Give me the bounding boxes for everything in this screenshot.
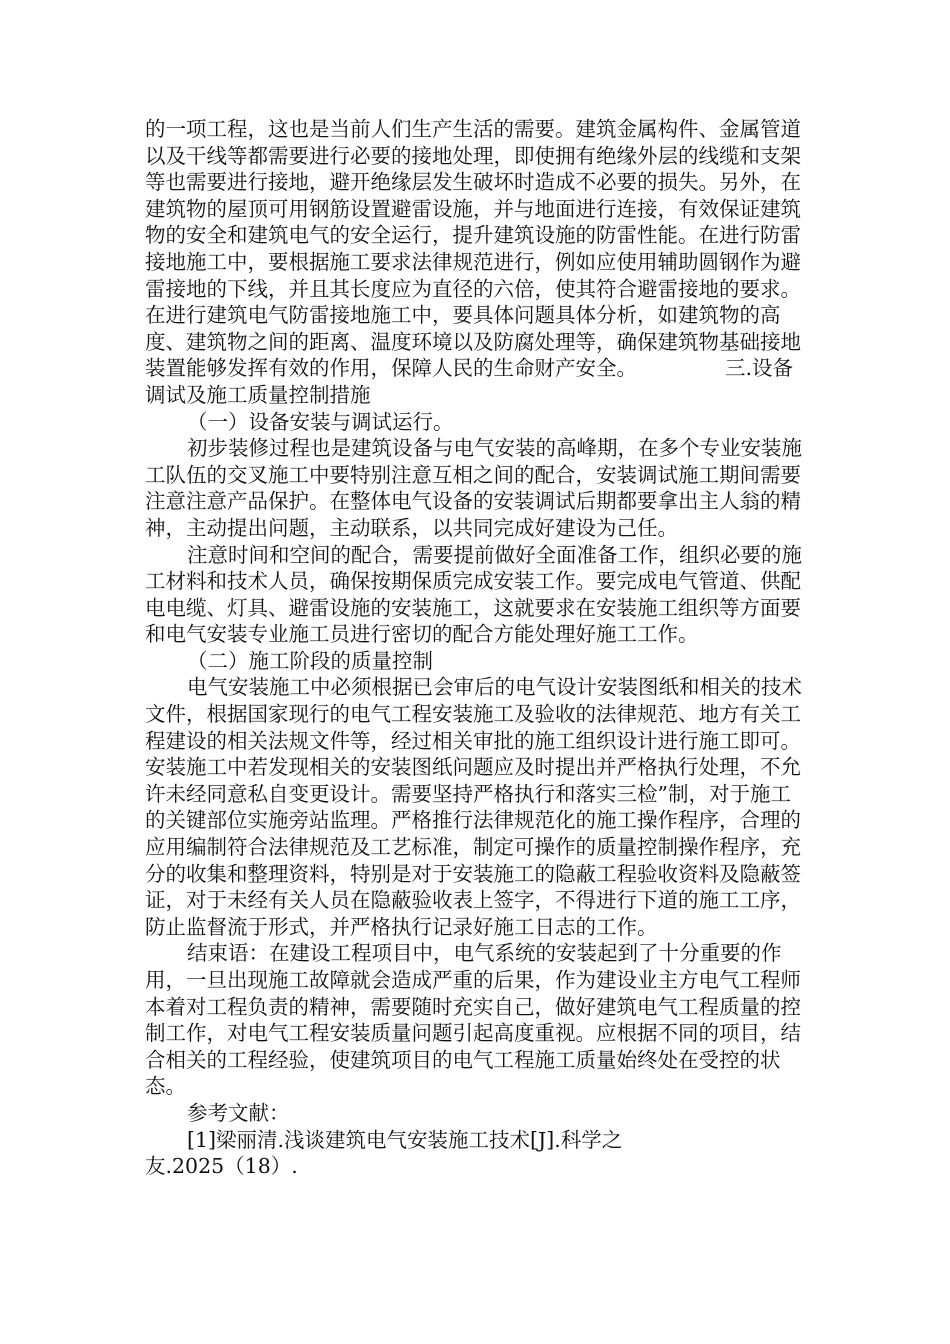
conclusion-paragraph: 结束语：在建设工程项目中，电气系统的安装起到了十分重要的作用，一旦出现施工故障就会造成严重的后果，作为建设业主方电气工程师本着对工程负责的精神，需要随时充实自己，做好建筑电气工程质量的控制工作，对电气工程安装质量问题引起高度重视。应根据不同的项目，结合相关的工程经验，使建筑项目的电气工程施工质量始终处在受控的状态。 [145, 941, 801, 1099]
subsection-2-heading: （二）施工阶段的质量控制 [187, 648, 433, 673]
subsection-1-heading: （一）设备安装与调试运行。 [187, 409, 454, 434]
section-3-heading: 三.设备调试及施工质量控制措施 [145, 356, 794, 407]
reference-1-line-2: 友.2025（18）. [145, 1154, 298, 1179]
document-body [145, 116, 810, 1180]
references-heading: 参考文献： [187, 1100, 290, 1125]
subsection-1-paragraph-a: 初步装修过程也是建筑设备与电气安装的高峰期，在多个专业安装施工队伍的交叉施工中要特别注意互相之间的配合，安装调试施工期间需要注意注意产品保护。在整体电气设备的安装调试后期都要拿出主人翁的精神，主动提出问题，主动联系，以共同完成好建设为己任。 [145, 436, 802, 540]
subsection-1-paragraph-b: 注意时间和空间的配合，需要提前做好全面准备工作，组织必要的施工材料和技术人员，确保按期保质完成安装工作。要完成电气管道、供配电电缆、灯具、避雷设施的安装施工，这就要求在安装施工组织等方面要和电气安装专业施工员进行密切的配合方能处理好施工工作。 [145, 542, 802, 647]
intro-paragraph [145, 116, 810, 409]
reference-1-line-1: [1]梁丽清.浅谈建筑电气安装施工技术[J].科学之 [187, 1127, 623, 1152]
subsection-2-paragraph: 电气安装施工中必须根据已会审后的电气设计安装图纸和相关的技术文件，根据国家现行的电气工程安装施工及验收的法律规范、地方有关工程建设的相关法规文件等，经过相关审批的施工组织设计进行施工即可。安装施工中若发现相关的安装图纸问题应及时提出并严格执行处理，不允许未经同意私自变更设计。需要坚持严格执行和落实三检”制，对于施工的关键部位实施旁站监理。严格推行法律规范化的施工操作程序，合理的应用编制符合法律规范及工艺标准，制定可操作的质量控制操作程序，充分的收集和整理资料，特别是对于安装施工的隐蔽工程验收资料及隐蔽签证，对于未经有关人员在隐蔽验收表上签字，不得进行下道的施工工序，防止监督流于形式，并严格执行记录好施工日志的工作。 [145, 675, 802, 939]
intro-text: 的一项工程，这也是当前人们生产生活的需要。建筑金属构件、金属管道以及干线等都需要进行必要的接地处理，即使拥有绝缘外层的线缆和支架等也需要进行接地，避开绝缘层发生破坏时造成不必要的损失。另外，在建筑物的屋顶可用钢筋设置避雷设施，并与地面进行连接，有效保证建筑物的安全和建筑电气的安全运行，提升建筑设施的防雷性能。在进行防雷接地施工中，要根据施工要求法律规范进行，例如应使用辅助圆钢作为避雷接地的下线，并且其长度应为直径的六倍，使其符合避雷接地的要求。在进行建筑电气防雷接地施工中，要具体问题具体分析，如建筑物的高度、建筑物之间的距离、温度环境以及防腐处理等，确保建筑物基础接地装置能够发挥有效的作用，保障人民的生命财产安全。 [145, 117, 801, 381]
